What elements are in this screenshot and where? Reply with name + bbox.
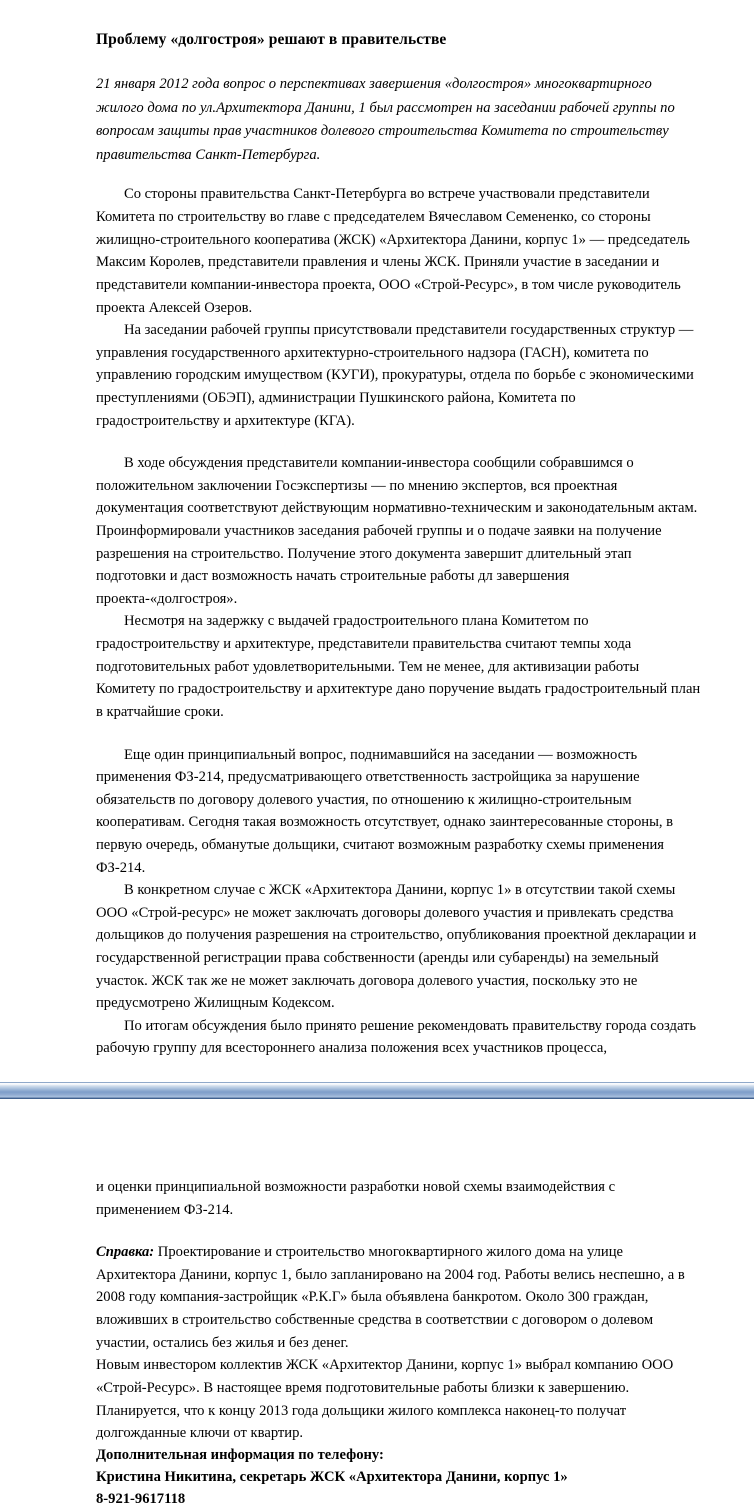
- page-title: Проблему «долгостроя» решают в правительстве: [96, 31, 447, 48]
- paragraph-fz214: Еще один принципиальный вопрос, поднимавшийся на заседании — возможность применения ФЗ-214, предусматривающего ответственность застройщика за нарушение обязательств по договору долевого участия, по отношению к жилищно-строительным кооперативам. Сегодня такая возможность отсутствует, однако заинтересованные стороны, в первую очередь, обманутые дольщики, считают возможным разработку схемы применения ФЗ-214.: [96, 746, 674, 876]
- page-separator: [0, 1060, 754, 1104]
- page-two: [0, 1104, 754, 1510]
- paragraph-delay: Несмотря на задержку с выдачей градостроительного плана Комитетом по градостроительству и архитектуре, представители правительства считают темпы хода подготовительных работ удовлетворительными. Тем не менее, для активизации работы Комитету по градостроительству и архитектуре дано поручение выдать градостроительный план в кратчайшие сроки.: [96, 613, 701, 720]
- contact-phone[interactable]: 8-921-9617118: [96, 1490, 186, 1507]
- paragraph-participants: Со стороны правительства Санкт-Петербурга во встрече участвовали представители Комитета по строительству во главе с председателем Вячеславом Семененко, со стороны жилищно-строительного кооператива (ЖСК) «Архитектора Данини, корпус 1» — председатель Максим Королев, представители правления и члены ЖСК. Приняли участие в заседании и представители компании-инвестора проекта, ООО «Строй-Ресурс», в том числе руководитель проекта Алексей Озеров.: [96, 186, 690, 316]
- paragraph-specific-case: В конкретном случае с ЖСК «Архитектора Данини, корпус 1» в отсутствии такой схемы ООО «Строй-ресурс» не может заключать договоры долевого участия и привлекать средства дольщиков до получения разрешения на строительство, опубликования проектной декларации и государственной регистрации права собственности (аренды или субаренды) на земельный участок. ЖСК так же не может заключать договора долевого участия, поскольку это не предусмотрено Жилищным Кодексом.: [96, 882, 697, 1012]
- lead-paragraph: 21 января 2012 года вопрос о перспективах завершения «долгостроя» многоквартирного жилого дома по ул.Архитектора Данини, 1 был рассмотрен на заседании рабочей группы по вопросам защиты прав участников долевого строительства Комитета по строительству правительства Санкт-Петербурга.: [96, 75, 675, 163]
- spravka-text: Проектирование и строительство многоквартирного жилого дома на улице Архитектора Данини, корпус 1, было запланировано на 2004 год. Работы велись неспешно, а в 2008 году компания-застройщик «Р.К.Г» была объявлена банкротом. Около 300 граждан, вложивших в строительство собственные средства в соответствии с договором о долевом участии, остались без жилья и без денег.: [96, 1244, 685, 1351]
- contact-person: Кристина Никитина, секретарь ЖСК «Архитектора Данини, корпус 1»: [96, 1468, 568, 1485]
- contact-heading: Дополнительная информация по телефону:: [96, 1446, 384, 1463]
- paragraph-expertise: В ходе обсуждения представители компании-инвестора сообщили собравшимся о положительном заключении Госэкспертизы — по мнению экспертов, вся проектная документация соответствуют действующим нормативно-техническим и законодательным актам. Проинформировали участников заседания рабочей группы и о подаче заявки на получение разрешения на строительство. Получение этого документа завершит длительный этап подготовки и даст возможность начать строительные работы дл завершения проекта-«долгостроя».: [96, 455, 698, 607]
- paragraph-state-structures: На заседании рабочей группы присутствовали представители государственных структур — управления государственного архитектурно-строительного надзора (ГАСН), комитета по управлению городским имуществом (КУГИ), прокуратуры, отдела по борьбе с экономическими преступлениями (ОБЭП), администрации Пушкинского района, Комитета по градостроительству и архитектуре (КГА).: [96, 322, 694, 429]
- paragraph-new-investor: Новым инвестором коллектив ЖСК «Архитектор Данини, корпус 1» выбрал компанию ООО «Строй-Ресурс». В настоящее время подготовительные работы близки к завершению. Планируется, что к концу 2013 года дольщики жилого комплекса наконец-то получат долгожданные ключи от квартир.: [96, 1357, 674, 1442]
- page-separator-bar: [0, 1082, 754, 1099]
- spravka-label: Справка:: [96, 1244, 155, 1261]
- paragraph-conclusion: По итогам обсуждения было принято решение рекомендовать правительству города создать рабочую группу для всестороннего анализа положения всех участников процесса,: [96, 1017, 697, 1057]
- paragraph-spravka: [96, 1241, 702, 1354]
- paragraph-conclusion-continued: и оценки принципиальной возможности разработки новой схемы взаимодействия с применением ФЗ-214.: [96, 1179, 616, 1218]
